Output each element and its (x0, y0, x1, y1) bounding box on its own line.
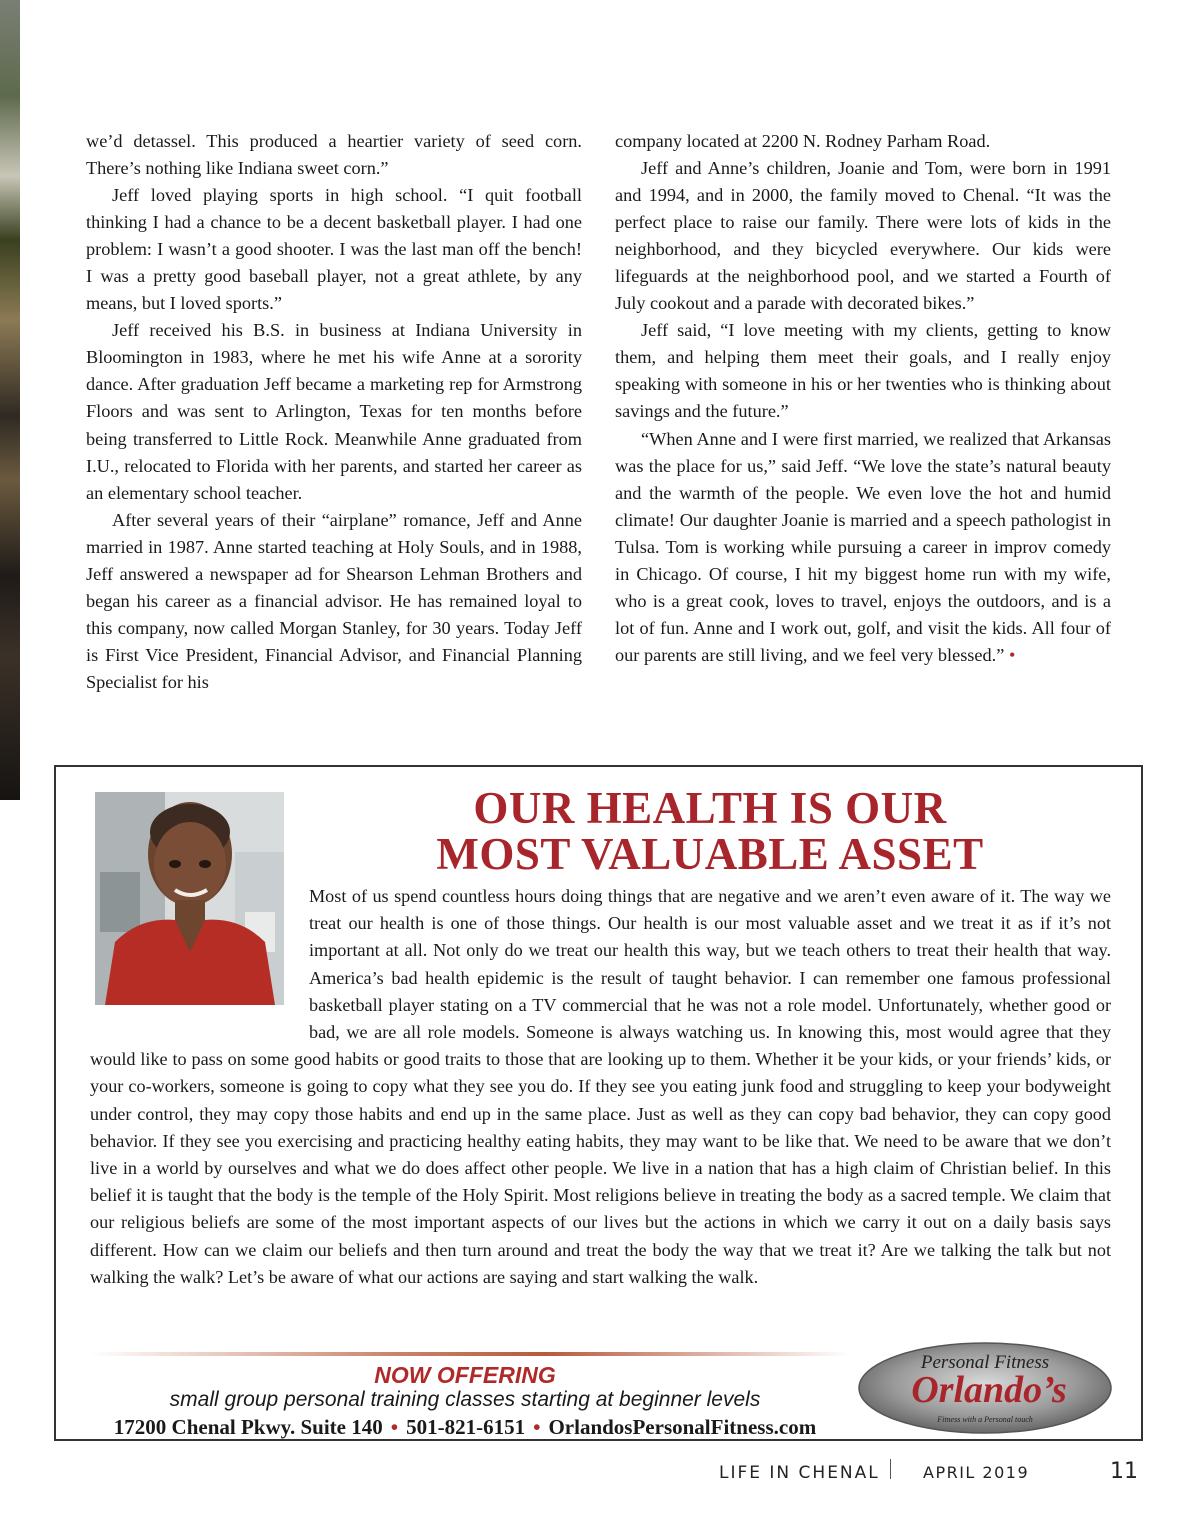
paragraph-text: “When Anne and I were first married, we realized that Arkansas was the place for us,” said Jeff. “We love the state’s natural beauty and the warmth of the people. We even love the hot and humid climate! Our daughter Joanie is married and a speech pathologist in Tulsa. Tom is working while pursuing a career in improv comedy in Chicago. Of course, I hit my biggest home run with my wife, who is a great cook, loves to travel, enjoys the outdoors, and is a lot of fun. Anne and I work out, golf, and visit the kids. All four of our parents are still living, and we feel very blessed.” (615, 428, 1111, 665)
paragraph: company located at 2200 N. Rodney Parham Road. (615, 131, 991, 151)
paragraph: Jeff received his B.S. in business at Indiana University in Bloomington in 1983, where he met his wife Anne at a sorority dance. After graduation Jeff became a marketing rep for Armstrong Floors and was sent to Arlington, Texas for ten months before being transferred to Little Rock. Meanwhile Anne graduated from I.U., relocated to Florida with her parents, and started her career as an elementary school teacher. (86, 320, 582, 503)
edge-photo (0, 0, 20, 800)
phone-number[interactable]: 501-821-6151 (406, 1415, 526, 1439)
ad-headline (310, 785, 1110, 877)
paragraph: Jeff loved playing sports in high school. “I quit football thinking I had a chance to be a decent basketball player. I had one problem: I wasn’t a good shooter. I was the last man off the bench! I was a pretty good baseball player, not a great athlete, by any means, but I loved sports.” (86, 185, 582, 314)
paragraph: Jeff and Anne’s children, Joanie and Tom, were born in 1991 and 1994, and in 2000, the family moved to Chenal. “It was the perfect place to raise our family. There were lots of kids in the neighborhood, and they bicycled everywhere. Our kids were lifeguards at the neighborhood pool, and we started a Fourth of July cookout and a parade with decorated bikes.” (615, 158, 1111, 314)
footer-divider (890, 1459, 891, 1479)
ad-headline-line1: OUR HEALTH IS OUR (473, 783, 947, 833)
paragraph: we’d detassel. This produced a heartier variety of seed corn. There’s nothing like Indiana sweet corn.” (86, 131, 582, 179)
ad-divider (90, 1352, 850, 1356)
contact-line (80, 1414, 850, 1440)
paragraph: After several years of their “airplane” romance, Jeff and Anne married in 1987. Anne started teaching at Holy Souls, and in 1988, Jeff answered a newspaper ad for Shearson Lehman Brothers and began his career as a financial advisor. He has remained loyal to this company, now called Morgan Stanley, for 30 years. Today Jeff is First Vice President, Financial Advisor, and Financial Planning Specialist for his (86, 509, 582, 692)
page-number: 11 (1110, 1459, 1138, 1484)
offer-heading: NOW OFFERING (374, 1362, 556, 1388)
separator-bullet: • (390, 1415, 399, 1439)
address: 17200 Chenal Pkwy. Suite 140 (113, 1415, 383, 1439)
paragraph: Jeff said, “I love meeting with my clients, getting to know them, and helping them meet their goals, and I really enjoy speaking with someone in his or her twenties who is thinking about savings and the future.” (615, 320, 1111, 422)
article-column-left (86, 128, 582, 696)
page-footer (0, 1459, 1200, 1487)
offer-subheading: small group personal training classes starting at beginner levels (169, 1388, 761, 1411)
logo-name-text: Orlando’s (911, 1369, 1067, 1411)
orlandos-logo (857, 1340, 1113, 1435)
end-mark: • (1008, 644, 1016, 665)
logo-top-text: Personal Fitness (920, 1352, 1050, 1373)
website-link[interactable]: OrlandosPersonalFitness.com (548, 1415, 817, 1439)
ad-body-text: Most of us spend countless hours doing things that are negative and we aren’t even aware of it. The way we treat our health is one of those things. Our health is our most valuable asset and we treat it as if it’s not important at all. Not only do we treat our health this way, but we teach others to treat their health that way. America’s bad health epidemic is the result of taught behavior. I can remember one famous professional basketball player stating on a TV commercial that he was not a role model. Unfortunately, whether good or bad, we are all role models. Someone is always watching us. In knowing this, most would agree that they would like to pass on some good habits or good traits to those that are looking up to them. Whether it be your kids, or your friends’ kids, or your co-workers, someone is going to copy what they see you do. If they see you eating junk food and struggling to keep your bodyweight under control, they may copy those habits and end up in the same place. Just as well as they can copy bad behavior, they can copy good behavior. If they see you exercising and practicing healthy eating habits, they may want to be like that. We need to be aware that we don’t live in a world by ourselves and what we do does affect other people. We live in a nation that has a high claim of Christian belief. In this belief it is taught that the body is the temple of the Holy Spirit. Most religions believe in treating the body as a sacred temple. We claim that our religious beliefs are some of the most important aspects of our lives but the actions in which we carry it out on a daily basis says different. How can we claim our beliefs and then turn around and treat the body the way that we treat it? Are we talking the talk but not walking the walk? Let’s be aware of what our actions are saying and start walking the walk. (90, 886, 1111, 1287)
logo-tagline-text: Fitness with a Personal touch (937, 1415, 1033, 1424)
ad-body (90, 883, 1111, 1291)
issue-date: APRIL 2019 (923, 1463, 1030, 1482)
photo-wrap-spacer (90, 883, 309, 1045)
paragraph-last (615, 426, 1111, 669)
magazine-name: LIFE IN CHENAL (719, 1463, 880, 1483)
ad-headline-line2: MOST VALUABLE ASSET (436, 829, 984, 879)
article-column-right (615, 128, 1111, 669)
separator-bullet: • (533, 1415, 541, 1439)
